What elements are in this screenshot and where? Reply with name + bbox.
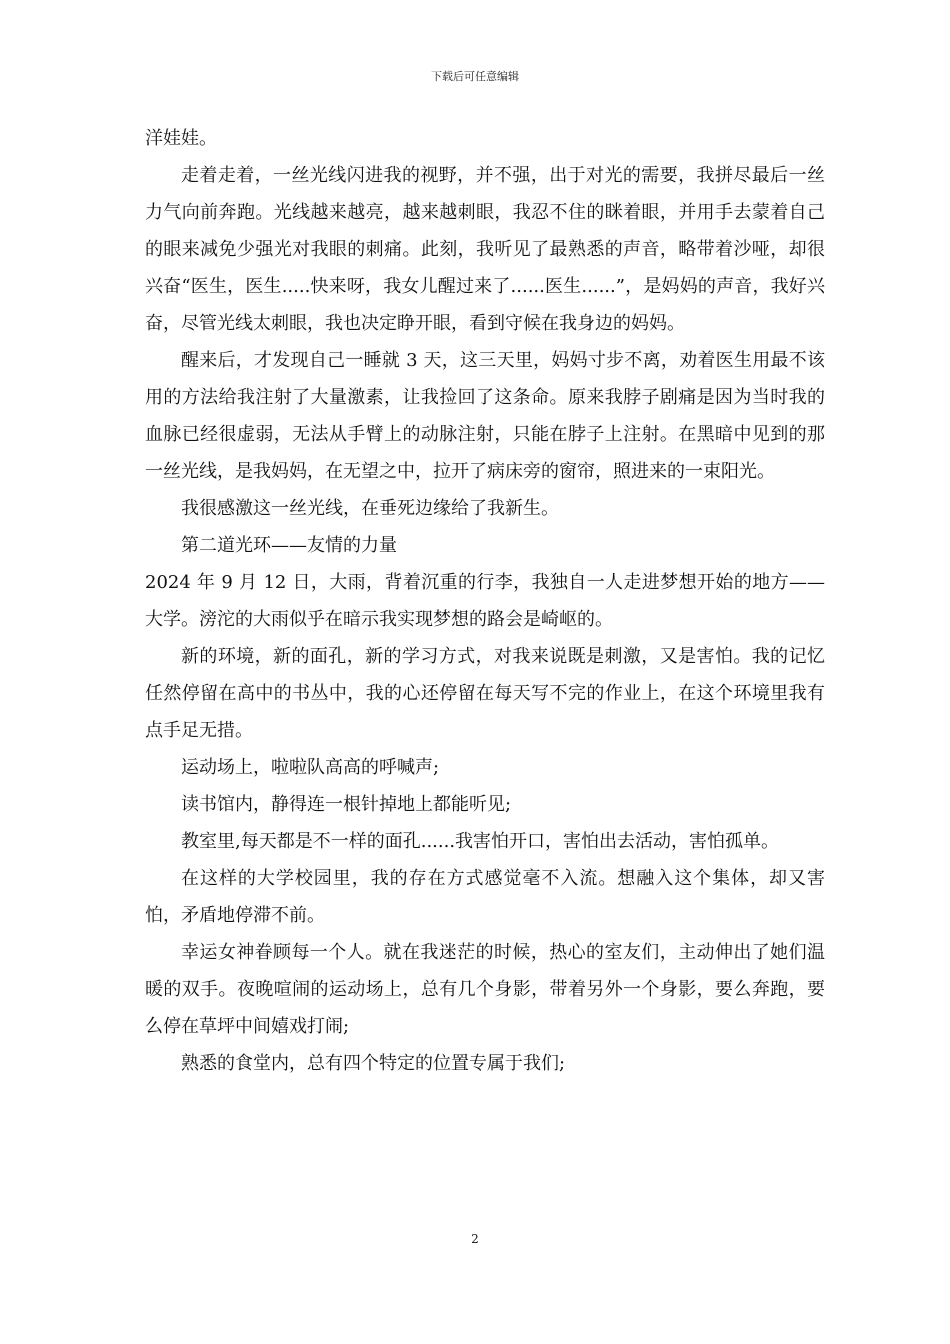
paragraph: 教室里,每天都是不一样的面孔......我害怕开口，害怕出去活动，害怕孤单。: [181, 831, 780, 852]
paragraph: 熟悉的食堂内，总有四个特定的位置专属于我们;: [181, 1053, 566, 1074]
paragraph: 2024 年 9 月 12 日，大雨，背着沉重的行李，我独自一人走进梦想开始的地方——大学。滂沱的大雨似乎在暗示我实现梦想的路会是崎岖的。: [145, 572, 825, 630]
paragraph: 洋娃娃。: [145, 128, 217, 149]
paragraph: 读书馆内，静得连一根针掉地上都能听见;: [181, 794, 512, 815]
paragraph: 走着走着，一丝光线闪进我的视野，并不强，出于对光的需要，我拼尽最后一丝力气向前奔跑。光线越来越亮，越来越刺眼，我忍不住的眯着眼，并用手去蒙着自己的眼来减免少强光对我眼的刺痛。此刻，我听见了最熟悉的声音，略带着沙哑，却很兴奋“医生，医生.....快来呀，我女儿醒过来了......医生......”，是妈妈的声音，我好兴奋，尽管光线太刺眼，我也决定睁开眼，看到守候在我身边的妈妈。: [145, 165, 825, 334]
paragraph: 运动场上，啦啦队高高的呼喊声;: [181, 757, 440, 778]
paragraph: 我很感激这一丝光线，在垂死边缘给了我新生。: [181, 498, 559, 519]
page-number: 2: [471, 1232, 479, 1246]
section-heading: 第二道光环——友情的力量: [181, 535, 397, 556]
paragraph: 新的环境，新的面孔，新的学习方式，对我来说既是刺激，又是害怕。我的记忆任然停留在高中的书丛中，我的心还停留在每天写不完的作业上，在这个环境里我有点手足无措。: [145, 646, 825, 741]
paragraph: 醒来后，才发现自己一睡就 3 天，这三天里，妈妈寸步不离，劝着医生用最不该用的方法给我注射了大量激素，让我捡回了这条命。原来我脖子剧痛是因为当时我的血脉已经很虚弱，无法从手臂上的动脉注射，只能在脖子上注射。在黑暗中见到的那一丝光线，是我妈妈，在无望之中，拉开了病床旁的窗帘，照进来的一束阳光。: [145, 350, 825, 482]
body-text: [145, 120, 825, 1082]
paragraph: 在这样的大学校园里，我的存在方式感觉毫不入流。想融入这个集体，却又害怕，矛盾地停滞不前。: [145, 868, 825, 926]
page-header: 下载后可任意编辑: [431, 70, 519, 83]
paragraph: 幸运女神眷顾每一个人。就在我迷茫的时候，热心的室友们，主动伸出了她们温暖的双手。夜晚喧闹的运动场上，总有几个身影，带着另外一个身影，要么奔跑，要么停在草坪中间嬉戏打闹;: [145, 942, 825, 1037]
